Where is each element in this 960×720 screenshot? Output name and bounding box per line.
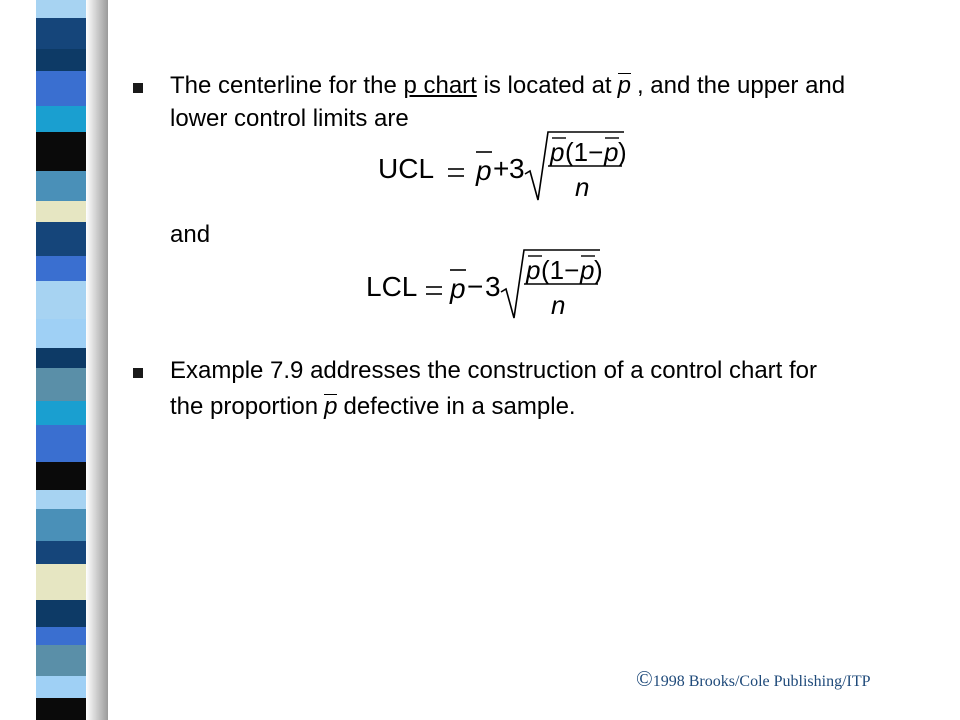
p-chart-term: p chart [403, 72, 477, 99]
stripe-block [36, 71, 86, 106]
numerator-close: ) [594, 255, 603, 285]
stripe-block [36, 319, 86, 348]
multiplier: 3 [485, 271, 501, 302]
p-bar-symbol: p [617, 72, 631, 99]
p-bar-symbol: p [324, 393, 338, 420]
copyright-footer [636, 666, 871, 692]
p-symbol: p [604, 137, 619, 167]
stripe-block [36, 425, 86, 462]
stripe-block [36, 645, 86, 676]
text: The centerline for the [170, 72, 404, 99]
stripe-block [36, 676, 86, 698]
text: , and the upper and [636, 72, 846, 99]
equals-sign [426, 287, 442, 294]
text: the proportion [170, 393, 319, 420]
minus-sign: − [467, 271, 484, 302]
stripe-block [36, 171, 86, 201]
bullet1-line2: lower control limits are [170, 105, 409, 132]
stripe-block [36, 281, 86, 319]
stripe-block [36, 222, 86, 256]
text: is located at [476, 72, 612, 99]
equals-sign [448, 169, 464, 176]
lcl-label: LCL [366, 271, 418, 302]
footer-text: 1998 Brooks/Cole Publishing/ITP [652, 673, 871, 690]
and-label: and [170, 221, 211, 248]
stripe-block [36, 106, 86, 132]
ucl-formula [372, 128, 662, 206]
numerator-open: (1− [541, 255, 580, 285]
stripe-block [36, 49, 86, 71]
bullet-marker [133, 368, 143, 378]
denominator: n [575, 172, 590, 202]
p-symbol: p [450, 273, 466, 304]
bullet2-line2 [170, 393, 576, 421]
p-symbol: p [580, 255, 595, 285]
stripe-block [36, 368, 86, 401]
lcl-formula [360, 244, 650, 322]
stripe-block [36, 600, 86, 627]
ucl-label: UCL [378, 153, 435, 184]
bullet-marker [133, 83, 143, 93]
stripe-block [36, 509, 86, 541]
stripe-block [36, 490, 86, 509]
stripe-block [36, 348, 86, 368]
stripe-block [36, 698, 86, 720]
stripe-block [36, 541, 86, 564]
stripe-block [36, 462, 86, 490]
bullet1-line1 [170, 72, 845, 100]
stripe-block [36, 256, 86, 281]
numerator-close: ) [618, 137, 627, 167]
stripe-block [36, 564, 86, 600]
p-symbol: p [476, 155, 492, 186]
stripe-block [36, 18, 86, 49]
numerator-open: (1− [565, 137, 604, 167]
copyright-symbol: © [636, 666, 653, 691]
plus-sign: + [493, 153, 510, 184]
text: defective in a sample. [343, 393, 576, 420]
stripe-block [36, 627, 86, 645]
stripe-block [36, 201, 86, 222]
decorative-stripe [0, 0, 108, 720]
p-symbol: p [550, 137, 565, 167]
stripe-block [36, 0, 86, 18]
p-symbol: p [526, 255, 541, 285]
stripe-block [36, 132, 86, 171]
denominator: n [551, 290, 566, 320]
bullet2-line1: Example 7.9 addresses the construction of a control chart for [170, 357, 818, 384]
multiplier: 3 [509, 153, 525, 184]
stripe-block [36, 401, 86, 425]
